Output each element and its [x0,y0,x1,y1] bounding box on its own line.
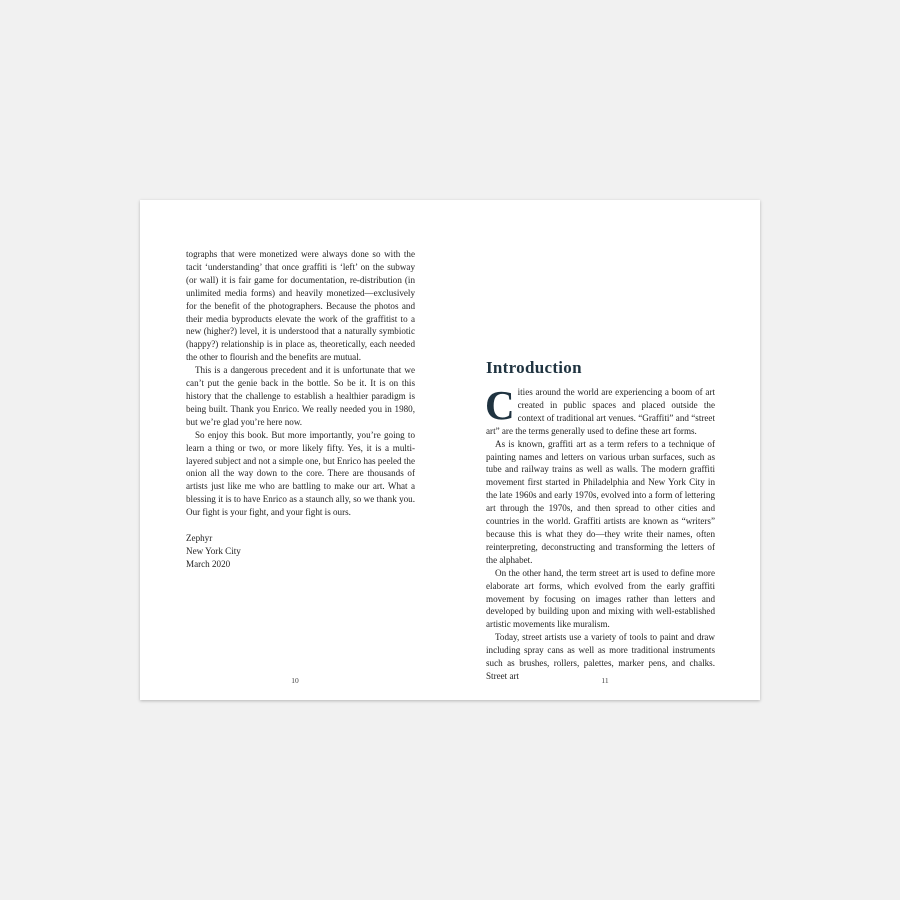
signature-name: Zephyr [186,533,213,544]
paragraph: tographs that were monetized were always done so with the tacit ‘understanding’ that once graffiti is ‘left’ on the subway (or wall) it is fair game for documentation, re-distribution (in unlimited media forms) and heavily monetized—exclusively for the benefit of the photographers. Because the photos and their media byproducts elevate the work of the graffitist to a new (higher?) level, it is understood that a naturally symbiotic (happy?) relationship is in place as, theoretically, each needed the other to flourish and the benefits are mutual. [186,249,415,363]
signature-city: New York City [186,545,241,556]
chapter-title: Introduction [486,358,582,377]
signature-date: March 2020 [186,558,231,569]
page-number-right: 11 [601,676,609,685]
paragraph: As is known, graffiti art as a term refers to a technique of painting names and letters on various urban surfaces, such as tube and railway trains as well as walls. The modern graffiti movement first started in Philadelphia and New York City in the late 1960s and early 1970s, evolved into a form of lettering art through the 1970s, and then spread to other cities and countries in the world. Graffiti artists are known as “writers” because this is what they do—they write their names, often reinterpreting, deconstructing and transforming the letters of the alphabet. [486,438,715,565]
left-text-column [186,248,415,571]
paragraph: Today, street artists use a variety of tools to paint and draw including spray cans as well as more traditional instruments such as brushes, rollers, palettes, marker pens, and chalks. Street art [486,632,715,681]
opening-paragraph-text: ities around the world are experiencing a boom of art created in public spaces and placed outside the context of traditional art venues. “Graffiti” and “street art” are the terms generally used to define these art forms. [486,387,715,436]
paragraph: This is a dangerous precedent and it is unfortunate that we can’t put the genie back in the bottle. So be it. It is on this history that the challenge to establish a healthier paradigm is being built. Thank you Enrico. We really needed you in 1980, but we’re glad you’re here now. [186,365,415,427]
signature-block [186,532,415,571]
paragraph: So enjoy this book. But more importantly, you’re going to learn a thing or two, or more likely fifty. Yes, it is a multi-layered subject and not a simple one, but Enrico has peeled the onion all the way down to the core. There are thousands of artists just like me who are battling to make our art. What a blessing it is to have Enrico as a staunch ally, so we thank you. Our fight is your fight, and your fight is ours. [186,429,415,518]
right-page [450,200,760,700]
opening-paragraph [485,382,715,438]
drop-cap: C [485,382,515,428]
paragraph: On the other hand, the term street art is used to define more elaborate art forms, which evolved from the early graffiti movement by focusing on images rather than letters and developed by building upon and mixing with well-established artistic movements like muralism. [486,567,715,630]
page-number-left: 10 [291,676,299,685]
right-text-column [485,382,715,683]
left-page [140,200,450,700]
book-spread [140,200,760,700]
